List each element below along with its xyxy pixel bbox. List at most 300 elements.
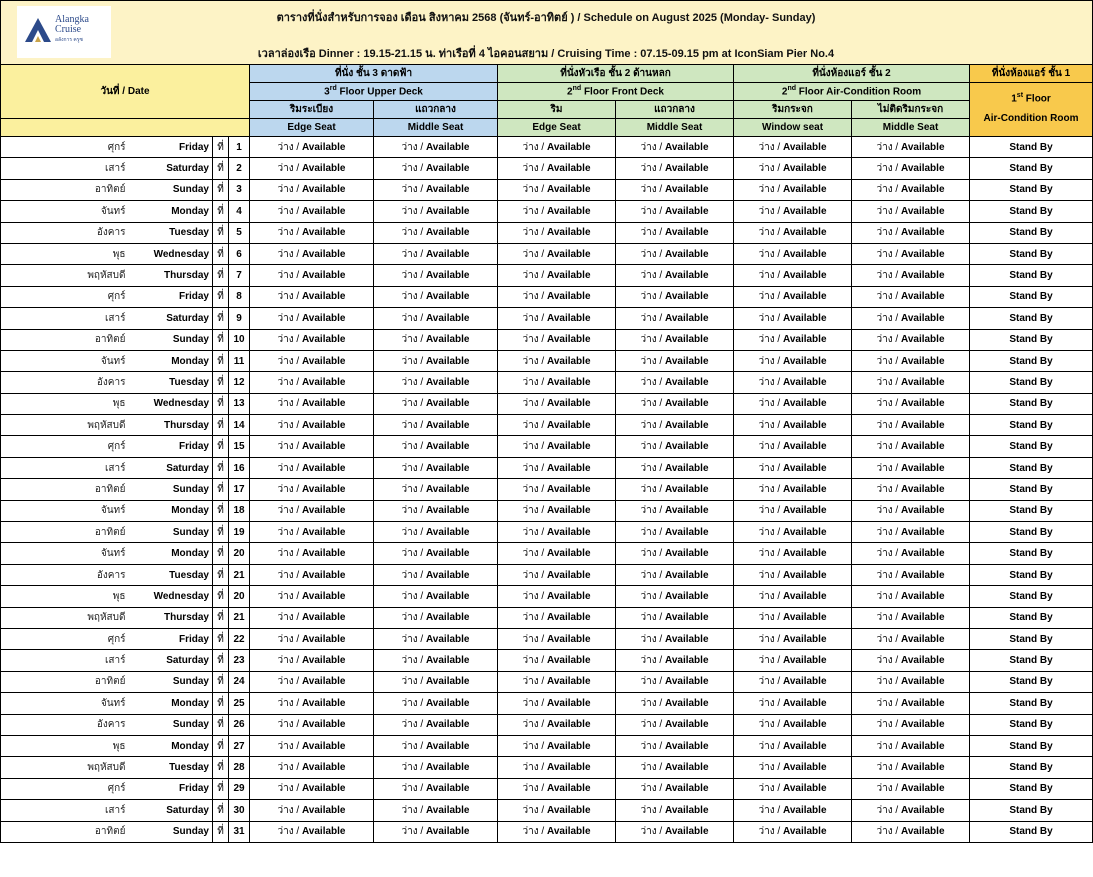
day-thai: ศุกร์ bbox=[1, 628, 130, 649]
seat-status: ว่าง / Available bbox=[374, 329, 498, 350]
date-prefix: ที่ bbox=[213, 265, 229, 286]
seat-status: ว่าง / Available bbox=[250, 179, 374, 200]
logo-name: Alangka Cruise bbox=[55, 14, 89, 35]
day-english: Sunday bbox=[130, 522, 213, 543]
day-thai: อาทิตย์ bbox=[1, 179, 130, 200]
seat-status: ว่าง / Available bbox=[250, 350, 374, 371]
date-number: 18 bbox=[229, 500, 250, 521]
seat-status: ว่าง / Available bbox=[498, 329, 616, 350]
seat-status: ว่าง / Available bbox=[498, 650, 616, 671]
day-english: Friday bbox=[130, 778, 213, 799]
seat-status: ว่าง / Available bbox=[852, 436, 970, 457]
date-number: 17 bbox=[229, 479, 250, 500]
seat-status: ว่าง / Available bbox=[852, 415, 970, 436]
sheet-title: ตารางที่นั่งสำหรับการจอง เดือน สิงหาคม 2568 (จันทร์-อาทิตย์ ) / Schedule on August 2025 (Monday- Sunday) bbox=[276, 12, 816, 24]
seat-status: ว่าง / Available bbox=[374, 393, 498, 414]
date-number: 9 bbox=[229, 308, 250, 329]
day-thai: พุธ bbox=[1, 586, 130, 607]
date-prefix: ที่ bbox=[213, 137, 229, 158]
seat-status: ว่าง / Available bbox=[852, 158, 970, 179]
seat-status: ว่าง / Available bbox=[734, 714, 852, 735]
seat-status: ว่าง / Available bbox=[734, 607, 852, 628]
date-number: 3 bbox=[229, 179, 250, 200]
date-number: 13 bbox=[229, 393, 250, 414]
seat-status: ว่าง / Available bbox=[616, 821, 734, 842]
seat-status: ว่าง / Available bbox=[734, 350, 852, 371]
day-english: Tuesday bbox=[130, 222, 213, 243]
table-row bbox=[1, 735, 1093, 756]
seat-status: ว่าง / Available bbox=[498, 607, 616, 628]
seat-status: ว่าง / Available bbox=[616, 137, 734, 158]
seat-status: ว่าง / Available bbox=[374, 735, 498, 756]
seat-status: ว่าง / Available bbox=[616, 607, 734, 628]
date-number: 16 bbox=[229, 457, 250, 478]
seat-status: ว่าง / Available bbox=[498, 415, 616, 436]
seat-status: ว่าง / Available bbox=[734, 222, 852, 243]
day-english: Tuesday bbox=[130, 372, 213, 393]
seat-status: ว่าง / Available bbox=[852, 201, 970, 222]
seat-status: ว่าง / Available bbox=[616, 243, 734, 264]
seat-status: ว่าง / Available bbox=[616, 457, 734, 478]
seat-status: ว่าง / Available bbox=[852, 222, 970, 243]
day-english: Saturday bbox=[130, 308, 213, 329]
seat-status: ว่าง / Available bbox=[852, 800, 970, 821]
seat-status: ว่าง / Available bbox=[498, 500, 616, 521]
seat-status: ว่าง / Available bbox=[852, 329, 970, 350]
date-number: 12 bbox=[229, 372, 250, 393]
day-thai: อาทิตย์ bbox=[1, 671, 130, 692]
day-english: Monday bbox=[130, 693, 213, 714]
standby-status: Stand By bbox=[970, 735, 1093, 756]
standby-status: Stand By bbox=[970, 800, 1093, 821]
day-english: Wednesday bbox=[130, 393, 213, 414]
day-thai: พฤหัสบดี bbox=[1, 265, 130, 286]
table-row bbox=[1, 179, 1093, 200]
seat-status: ว่าง / Available bbox=[616, 350, 734, 371]
seat-status: ว่าง / Available bbox=[374, 222, 498, 243]
seat-status: ว่าง / Available bbox=[498, 693, 616, 714]
seat-status: ว่าง / Available bbox=[616, 479, 734, 500]
seat-status: ว่าง / Available bbox=[374, 757, 498, 778]
floor1-thai-header: ที่นั่งห้องแอร์ ชั้น 1 bbox=[970, 65, 1093, 83]
logo-tagline: อลังการ ครูซ bbox=[55, 37, 83, 43]
date-prefix: ที่ bbox=[213, 778, 229, 799]
table-row bbox=[1, 607, 1093, 628]
seat-status: ว่าง / Available bbox=[734, 778, 852, 799]
seat-status: ว่าง / Available bbox=[734, 415, 852, 436]
date-number: 20 bbox=[229, 543, 250, 564]
seat-status: ว่าง / Available bbox=[374, 457, 498, 478]
seat-status: ว่าง / Available bbox=[852, 308, 970, 329]
seat-status: ว่าง / Available bbox=[498, 436, 616, 457]
seat-status: ว่าง / Available bbox=[498, 757, 616, 778]
day-thai: จันทร์ bbox=[1, 543, 130, 564]
standby-status: Stand By bbox=[970, 158, 1093, 179]
date-number: 5 bbox=[229, 222, 250, 243]
seat-status: ว่าง / Available bbox=[250, 329, 374, 350]
seat-status: ว่าง / Available bbox=[852, 457, 970, 478]
standby-status: Stand By bbox=[970, 308, 1093, 329]
date-number: 25 bbox=[229, 693, 250, 714]
table-row bbox=[1, 137, 1093, 158]
date-prefix: ที่ bbox=[213, 372, 229, 393]
floor3-thai-header: ที่นั่ง ชั้น 3 ดาดฟ้า bbox=[250, 65, 498, 83]
table-row bbox=[1, 479, 1093, 500]
seat-status: ว่าง / Available bbox=[852, 821, 970, 842]
seat-status: ว่าง / Available bbox=[616, 714, 734, 735]
seat-status: ว่าง / Available bbox=[374, 436, 498, 457]
day-english: Monday bbox=[130, 500, 213, 521]
date-prefix: ที่ bbox=[213, 350, 229, 371]
seat-status: ว่าง / Available bbox=[734, 800, 852, 821]
day-english: Monday bbox=[130, 735, 213, 756]
seat-status: ว่าง / Available bbox=[250, 265, 374, 286]
seat-status: ว่าง / Available bbox=[374, 671, 498, 692]
day-thai: จันทร์ bbox=[1, 350, 130, 371]
day-thai: อังคาร bbox=[1, 714, 130, 735]
seat-status: ว่าง / Available bbox=[734, 757, 852, 778]
seat-status: ว่าง / Available bbox=[616, 222, 734, 243]
standby-status: Stand By bbox=[970, 564, 1093, 585]
seat-status: ว่าง / Available bbox=[498, 778, 616, 799]
date-prefix: ที่ bbox=[213, 714, 229, 735]
date-prefix: ที่ bbox=[213, 329, 229, 350]
date-number: 21 bbox=[229, 607, 250, 628]
seat-status: ว่าง / Available bbox=[734, 586, 852, 607]
date-number: 20 bbox=[229, 586, 250, 607]
seat-status: ว่าง / Available bbox=[498, 308, 616, 329]
date-prefix: ที่ bbox=[213, 179, 229, 200]
seat-status: ว่าง / Available bbox=[852, 500, 970, 521]
date-prefix: ที่ bbox=[213, 436, 229, 457]
day-thai: อาทิตย์ bbox=[1, 522, 130, 543]
date-prefix: ที่ bbox=[213, 479, 229, 500]
seat-status: ว่าง / Available bbox=[616, 286, 734, 307]
date-prefix: ที่ bbox=[213, 628, 229, 649]
table-row bbox=[1, 543, 1093, 564]
standby-status: Stand By bbox=[970, 778, 1093, 799]
seat-status: ว่าง / Available bbox=[616, 693, 734, 714]
seat-status: ว่าง / Available bbox=[250, 671, 374, 692]
day-english: Saturday bbox=[130, 650, 213, 671]
seat-status: ว่าง / Available bbox=[852, 564, 970, 585]
seat-status: ว่าง / Available bbox=[616, 800, 734, 821]
day-english: Thursday bbox=[130, 607, 213, 628]
seat-status: ว่าง / Available bbox=[498, 800, 616, 821]
date-prefix: ที่ bbox=[213, 671, 229, 692]
day-thai: เสาร์ bbox=[1, 158, 130, 179]
seat-status: ว่าง / Available bbox=[250, 628, 374, 649]
day-english: Sunday bbox=[130, 821, 213, 842]
table-row bbox=[1, 628, 1093, 649]
date-prefix: ที่ bbox=[213, 158, 229, 179]
day-thai: เสาร์ bbox=[1, 457, 130, 478]
date-prefix: ที่ bbox=[213, 650, 229, 671]
seat-status: ว่าง / Available bbox=[734, 243, 852, 264]
seat-status: ว่าง / Available bbox=[852, 693, 970, 714]
seat-status: ว่าง / Available bbox=[616, 265, 734, 286]
seat-status: ว่าง / Available bbox=[852, 179, 970, 200]
date-prefix: ที่ bbox=[213, 522, 229, 543]
standby-status: Stand By bbox=[970, 372, 1093, 393]
table-row bbox=[1, 393, 1093, 414]
day-thai: อังคาร bbox=[1, 564, 130, 585]
floor2-front-thai-header: ที่นั่งหัวเรือ ชั้น 2 ด้านหลก bbox=[498, 65, 734, 83]
seat-status: ว่าง / Available bbox=[616, 436, 734, 457]
seat-status: ว่าง / Available bbox=[250, 800, 374, 821]
seat-status: ว่าง / Available bbox=[374, 286, 498, 307]
standby-status: Stand By bbox=[970, 522, 1093, 543]
seat-status: ว่าง / Available bbox=[498, 243, 616, 264]
seat-status: ว่าง / Available bbox=[852, 393, 970, 414]
seat-status: ว่าง / Available bbox=[734, 372, 852, 393]
seat-status: ว่าง / Available bbox=[734, 179, 852, 200]
seat-status: ว่าง / Available bbox=[498, 543, 616, 564]
seat-status: ว่าง / Available bbox=[498, 457, 616, 478]
seat-status: ว่าง / Available bbox=[616, 522, 734, 543]
seat-status: ว่าง / Available bbox=[374, 543, 498, 564]
date-number: 15 bbox=[229, 436, 250, 457]
table-row bbox=[1, 671, 1093, 692]
seat-status: ว่าง / Available bbox=[616, 415, 734, 436]
day-thai: พุธ bbox=[1, 735, 130, 756]
seat-status: ว่าง / Available bbox=[250, 693, 374, 714]
seat-status: ว่าง / Available bbox=[250, 415, 374, 436]
seat-status: ว่าง / Available bbox=[852, 479, 970, 500]
subheader-english: Edge Seat bbox=[498, 119, 616, 137]
seat-status: ว่าง / Available bbox=[250, 821, 374, 842]
subheader-thai: ริมกระจก bbox=[734, 101, 852, 119]
table-row bbox=[1, 436, 1093, 457]
seat-status: ว่าง / Available bbox=[852, 671, 970, 692]
seat-status: ว่าง / Available bbox=[374, 265, 498, 286]
day-thai: อาทิตย์ bbox=[1, 329, 130, 350]
table-row bbox=[1, 821, 1093, 842]
standby-status: Stand By bbox=[970, 243, 1093, 264]
standby-status: Stand By bbox=[970, 479, 1093, 500]
day-thai: จันทร์ bbox=[1, 693, 130, 714]
date-number: 1 bbox=[229, 137, 250, 158]
seat-status: ว่าง / Available bbox=[498, 586, 616, 607]
day-thai: เสาร์ bbox=[1, 308, 130, 329]
date-number: 26 bbox=[229, 714, 250, 735]
seat-status: ว่าง / Available bbox=[250, 586, 374, 607]
date-number: 2 bbox=[229, 158, 250, 179]
seat-status: ว่าง / Available bbox=[498, 671, 616, 692]
seat-status: ว่าง / Available bbox=[734, 457, 852, 478]
date-prefix: ที่ bbox=[213, 586, 229, 607]
floor2-air-thai-header: ที่นั่งห้องแอร์ ชั้น 2 bbox=[734, 65, 970, 83]
seat-status: ว่าง / Available bbox=[734, 329, 852, 350]
day-thai: พุธ bbox=[1, 393, 130, 414]
date-prefix: ที่ bbox=[213, 286, 229, 307]
seat-status: ว่าง / Available bbox=[852, 586, 970, 607]
seat-status: ว่าง / Available bbox=[852, 286, 970, 307]
seat-status: ว่าง / Available bbox=[250, 607, 374, 628]
table-row bbox=[1, 243, 1093, 264]
date-number: 8 bbox=[229, 286, 250, 307]
day-english: Sunday bbox=[130, 671, 213, 692]
sheet-header bbox=[0, 0, 1093, 66]
date-number: 23 bbox=[229, 650, 250, 671]
seat-status: ว่าง / Available bbox=[374, 308, 498, 329]
seat-status: ว่าง / Available bbox=[250, 714, 374, 735]
date-prefix: ที่ bbox=[213, 757, 229, 778]
seat-status: ว่าง / Available bbox=[498, 821, 616, 842]
table-row bbox=[1, 308, 1093, 329]
day-thai: พฤหัสบดี bbox=[1, 757, 130, 778]
seat-status: ว่าง / Available bbox=[250, 650, 374, 671]
day-english: Friday bbox=[130, 628, 213, 649]
table-row bbox=[1, 586, 1093, 607]
date-prefix: ที่ bbox=[213, 821, 229, 842]
day-english: Sunday bbox=[130, 329, 213, 350]
seat-status: ว่าง / Available bbox=[616, 671, 734, 692]
seat-status: ว่าง / Available bbox=[498, 372, 616, 393]
seat-status: ว่าง / Available bbox=[250, 286, 374, 307]
date-number: 21 bbox=[229, 564, 250, 585]
standby-status: Stand By bbox=[970, 222, 1093, 243]
seat-status: ว่าง / Available bbox=[498, 286, 616, 307]
seat-status: ว่าง / Available bbox=[616, 757, 734, 778]
seat-status: ว่าง / Available bbox=[250, 543, 374, 564]
day-thai: อังคาร bbox=[1, 222, 130, 243]
table-row bbox=[1, 265, 1093, 286]
date-number: 19 bbox=[229, 522, 250, 543]
day-thai: จันทร์ bbox=[1, 500, 130, 521]
date-number: 22 bbox=[229, 628, 250, 649]
standby-status: Stand By bbox=[970, 415, 1093, 436]
day-thai: อาทิตย์ bbox=[1, 479, 130, 500]
sheet-subtitle: เวลาล่องเรือ Dinner : 19.15-21.15 น. ท่าเรือที่ 4 ไอคอนสยาม / Cruising Time : 07.15-09.15 pm at IconSiam Pier No.4 bbox=[257, 48, 835, 60]
date-number: 4 bbox=[229, 201, 250, 222]
seat-status: ว่าง / Available bbox=[616, 543, 734, 564]
seat-status: ว่าง / Available bbox=[374, 158, 498, 179]
seat-status: ว่าง / Available bbox=[852, 522, 970, 543]
subheader-english: Middle Seat bbox=[374, 119, 498, 137]
seat-status: ว่าง / Available bbox=[374, 415, 498, 436]
day-thai: จันทร์ bbox=[1, 201, 130, 222]
seat-status: ว่าง / Available bbox=[374, 479, 498, 500]
table-row bbox=[1, 800, 1093, 821]
day-english: Tuesday bbox=[130, 757, 213, 778]
seat-status: ว่าง / Available bbox=[616, 158, 734, 179]
seat-status: ว่าง / Available bbox=[374, 650, 498, 671]
table-row bbox=[1, 329, 1093, 350]
seat-status: ว่าง / Available bbox=[374, 137, 498, 158]
seat-status: ว่าง / Available bbox=[498, 735, 616, 756]
seat-status: ว่าง / Available bbox=[374, 522, 498, 543]
standby-status: Stand By bbox=[970, 137, 1093, 158]
date-number: 6 bbox=[229, 243, 250, 264]
table-row bbox=[1, 650, 1093, 671]
table-row bbox=[1, 714, 1093, 735]
table-row bbox=[1, 158, 1093, 179]
seat-status: ว่าง / Available bbox=[734, 308, 852, 329]
seat-status: ว่าง / Available bbox=[374, 821, 498, 842]
subheader-thai: ริมระเบียง bbox=[250, 101, 374, 119]
date-prefix: ที่ bbox=[213, 415, 229, 436]
seat-status: ว่าง / Available bbox=[616, 329, 734, 350]
seat-status: ว่าง / Available bbox=[734, 522, 852, 543]
date-prefix: ที่ bbox=[213, 308, 229, 329]
seat-status: ว่าง / Available bbox=[374, 628, 498, 649]
floor1-english-header: 1st Floor Air-Condition Room bbox=[970, 83, 1093, 137]
day-thai: ศุกร์ bbox=[1, 286, 130, 307]
seat-status: ว่าง / Available bbox=[616, 372, 734, 393]
seat-status: ว่าง / Available bbox=[498, 628, 616, 649]
seat-status: ว่าง / Available bbox=[734, 543, 852, 564]
seat-status: ว่าง / Available bbox=[616, 308, 734, 329]
subheader-english: Window seat bbox=[734, 119, 852, 137]
seat-status: ว่าง / Available bbox=[734, 650, 852, 671]
subheader-english: Middle Seat bbox=[616, 119, 734, 137]
seat-status: ว่าง / Available bbox=[250, 522, 374, 543]
seat-status: ว่าง / Available bbox=[250, 308, 374, 329]
seat-status: ว่าง / Available bbox=[734, 564, 852, 585]
seat-status: ว่าง / Available bbox=[250, 479, 374, 500]
seat-status: ว่าง / Available bbox=[734, 137, 852, 158]
seat-status: ว่าง / Available bbox=[374, 179, 498, 200]
day-english: Saturday bbox=[130, 457, 213, 478]
day-english: Monday bbox=[130, 350, 213, 371]
day-english: Saturday bbox=[130, 158, 213, 179]
table-row bbox=[1, 522, 1093, 543]
standby-status: Stand By bbox=[970, 286, 1093, 307]
seat-status: ว่าง / Available bbox=[616, 735, 734, 756]
seat-status: ว่าง / Available bbox=[374, 372, 498, 393]
seat-status: ว่าง / Available bbox=[734, 821, 852, 842]
seat-status: ว่าง / Available bbox=[852, 650, 970, 671]
date-prefix: ที่ bbox=[213, 500, 229, 521]
standby-status: Stand By bbox=[970, 393, 1093, 414]
seat-status: ว่าง / Available bbox=[616, 586, 734, 607]
standby-status: Stand By bbox=[970, 457, 1093, 478]
seat-status: ว่าง / Available bbox=[250, 564, 374, 585]
seat-status: ว่าง / Available bbox=[734, 671, 852, 692]
date-prefix: ที่ bbox=[213, 243, 229, 264]
seat-status: ว่าง / Available bbox=[250, 436, 374, 457]
table-row bbox=[1, 564, 1093, 585]
date-column-header: วันที่ / Date bbox=[1, 65, 250, 119]
table-row bbox=[1, 286, 1093, 307]
seat-status: ว่าง / Available bbox=[250, 158, 374, 179]
date-number: 27 bbox=[229, 735, 250, 756]
seat-status: ว่าง / Available bbox=[374, 564, 498, 585]
seat-status: ว่าง / Available bbox=[374, 693, 498, 714]
date-number: 24 bbox=[229, 671, 250, 692]
seat-status: ว่าง / Available bbox=[734, 158, 852, 179]
day-english: Tuesday bbox=[130, 564, 213, 585]
table-row bbox=[1, 201, 1093, 222]
floor3-english-header: 3rd Floor Upper Deck bbox=[250, 83, 498, 101]
date-prefix: ที่ bbox=[213, 543, 229, 564]
date-prefix: ที่ bbox=[213, 457, 229, 478]
subheader-thai: ริม bbox=[498, 101, 616, 119]
table-row bbox=[1, 415, 1093, 436]
standby-status: Stand By bbox=[970, 179, 1093, 200]
seat-status: ว่าง / Available bbox=[852, 350, 970, 371]
seat-status: ว่าง / Available bbox=[250, 201, 374, 222]
seat-status: ว่าง / Available bbox=[374, 350, 498, 371]
seat-status: ว่าง / Available bbox=[374, 800, 498, 821]
day-english: Friday bbox=[130, 137, 213, 158]
seat-status: ว่าง / Available bbox=[250, 137, 374, 158]
date-number: 14 bbox=[229, 415, 250, 436]
seat-status: ว่าง / Available bbox=[498, 714, 616, 735]
date-prefix: ที่ bbox=[213, 607, 229, 628]
seat-status: ว่าง / Available bbox=[250, 457, 374, 478]
